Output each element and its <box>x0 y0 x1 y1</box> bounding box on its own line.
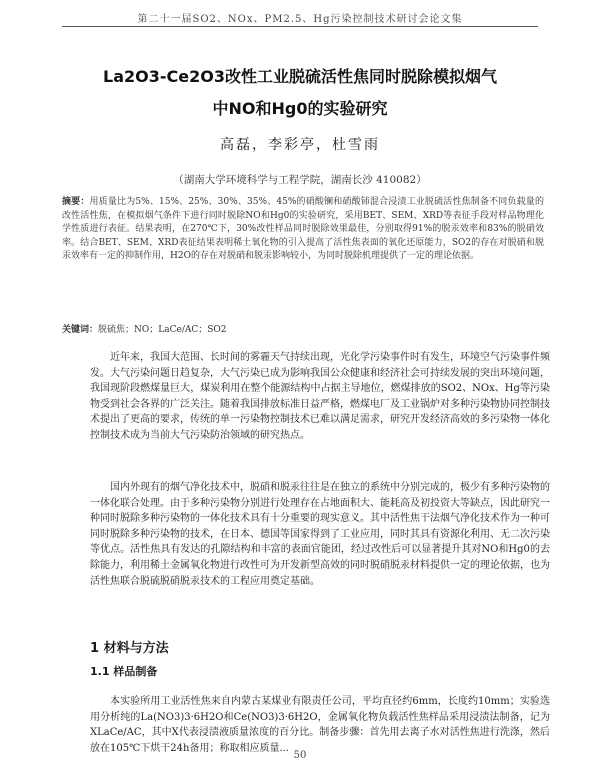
authors: 高磊，李彩亭，杜雪雨 <box>220 137 380 153</box>
subsection-heading-sample-prep: 1.1 样品制备 <box>90 665 158 678</box>
abstract <box>62 196 544 264</box>
page-number: 50 <box>293 750 307 761</box>
keywords-text: 脱硫焦；NO；LaCe/AC；SO2 <box>98 325 227 335</box>
abstract-label: 摘要： <box>62 197 90 207</box>
section-heading-materials: 1 材料与方法 <box>90 641 169 656</box>
paper-title-line-2: 中NO和Hg0的实验研究 <box>212 99 388 118</box>
running-head: 第二十一届SO2、NOx、PM2.5、Hg污染控制技术研讨会论文集 <box>137 14 463 25</box>
sample-prep-paragraph <box>90 694 550 756</box>
paper-title-line-1: La2O3-Ce2O3改性工业脱硫活性焦同时脱除模拟烟气 <box>103 67 497 86</box>
intro-paragraph-1 <box>90 350 550 444</box>
sample-prep-paragraph-text: 本实验所用工业活性焦来自内蒙古某煤业有限责任公司，平均直径约6mm，长度约10mm；实验选用分析纯的La(NO3)3·6H2O和Ce(NO3)3·6H2O，金属氧化物负载活性焦样品采用浸渍法制备，记为XLaCe/AC，其中X代表浸渍液质量浓度的百分比。制备步骤：首先用去离子水对活性焦进行洗涤，然后放在105℃下烘干24h备用；称取相应质量... <box>90 696 550 754</box>
intro-paragraph-2 <box>90 480 550 589</box>
affiliation: （湖南大学环境科学与工程学院，湖南长沙 410082） <box>173 174 427 186</box>
intro-paragraph-1-text: 近年来，我国大范围、长时间的雾霾天气持续出现，光化学污染事件时有发生，环境空气污染事件频发。大气污染问题日趋复杂，大气污染已成为影响我国公众健康和经济社会可持续发展的突出环境问题，我国现阶段燃煤量巨大，煤炭利用在整个能源结构中占据主导地位，燃煤排放的SO2、NOx、Hg等污染物受到社会各界的广泛关注。随着我国排放标准日益严格，燃煤电厂及工业锅炉对多种污染物协同控制技术提出了更高的要求，传统的单一污染物控制技术已难以满足需求，研究开发经济高效的多污染物一体化控制技术成为当前大气污染防治领域的研究热点。 <box>90 352 550 441</box>
keywords-label: 关键词： <box>62 325 99 335</box>
header-rule <box>62 26 538 27</box>
keywords <box>62 322 544 335</box>
abstract-text: 用质量比为5%、15%、25%、30%、35%、45%的硝酸镧和硝酸铈混合浸渍工业脱硫活性焦制备不同负载量的改性活性焦，在模拟烟气条件下进行同时脱除NO和Hg0的实验研究，采用BET、SEM、XRD等表征手段对样品物理化学性质进行表征。结果表明，在270℃下，30%改性样品同时脱除效果最佳，分别取得91%的脱汞效率和83%的脱硝效率。结合BET、SEM、XRD表征结果表明稀土氧化物的引入提高了活性焦表面的氧化还原能力，SO2的存在对脱硝和脱汞效率有一定的抑制作用，H2O的存在对脱硝和脱汞影响较小，为同时脱除机理提供了一定的理论依据。 <box>62 197 544 262</box>
intro-paragraph-2-text: 国内外现有的烟气净化技术中，脱硝和脱汞往往是在独立的系统中分别完成的，极少有多种污染物的一体化联合处理。由于多种污染物分别进行处理存在占地面积大、能耗高及初投资大等缺点，因此研究一种同时脱除多种污染物的一体化技术具有十分重要的现实意义。其中活性焦干法烟气净化技术作为一种可同时脱除多种污染物的技术，在日本、德国等国家得到了工业应用，同时其具有资源化利用、无二次污染等优点。活性焦具有发达的孔隙结构和丰富的表面官能团，经过改性后可以显著提升其对NO和Hg0的去除能力，利用稀土金属氧化物进行改性可为开发新型高效的同时脱硝脱汞材料提供一定的理论依据，也为活性焦联合脱硫脱硝脱汞技术的工程应用奠定基础。 <box>90 482 550 587</box>
